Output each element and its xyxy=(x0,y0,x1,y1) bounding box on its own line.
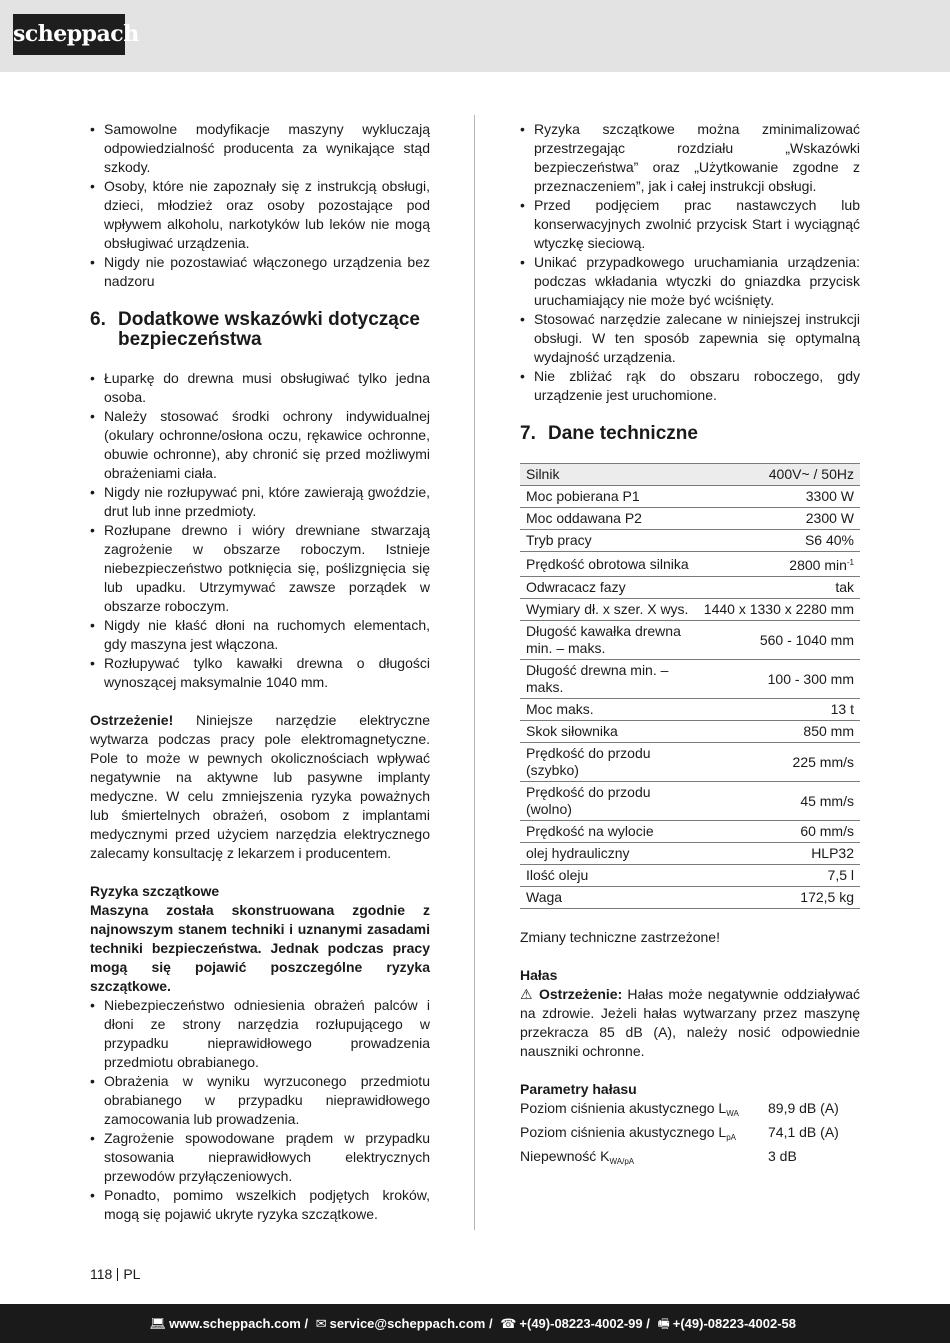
spec-value-text: 172,5 kg xyxy=(800,889,854,905)
page-header xyxy=(0,0,950,72)
spec-value xyxy=(698,599,860,621)
spec-value xyxy=(698,464,860,486)
residual-risks-list xyxy=(90,996,430,1224)
section-title: Dane techniczne xyxy=(548,423,698,444)
param-label-text: Poziom ciśnienia akustycznego L xyxy=(520,1100,727,1116)
list-item: • Przed podjęciem prac nastawczych lub konserwacyjnych zwolnić przycisk Start i wyciągnąć wtyczkę sieciową. xyxy=(520,196,860,253)
spec-label: Skok siłownika xyxy=(520,721,698,743)
list-item: • Nigdy nie kłaść dłoni na ruchomych elementach, gdy maszyna jest włączona. xyxy=(90,616,430,654)
list-item: • Stosować narzędzie zalecane w niniejszej instrukcji obsługi. W ten sposób zapewnia się optymalną wydajność urządzenia. xyxy=(520,310,860,367)
param-label-subscript: WA xyxy=(726,1109,739,1118)
table-row xyxy=(520,743,860,782)
warning-text: Niniejsze narzędzie elektryczne wytwarza podczas pracy pole elektromagnetyczne. Pole to może w pewnych okolicznościach wpływać negatywnie na aktywne lub pasywne implanty medyczne. W celu zmniejszenia ryzyka poważnych lub śmiertelnych obrażeń, osobom z implantami medycznymi przed użyciem narzędzia elektrycznego zalecamy konsultację z lekarzem i producentem. xyxy=(90,712,430,861)
spec-value xyxy=(698,530,860,552)
phone-icon: ☎︎ xyxy=(500,1316,517,1331)
additional-safety-list xyxy=(90,369,430,692)
spec-label: Prędkość na wylocie xyxy=(520,821,698,843)
spec-value xyxy=(698,486,860,508)
computer-icon: 💻︎ xyxy=(149,1316,167,1331)
list-item: • Samowolne modyfikacje maszyny wykluczają odpowiedzialność producenta za wynikające stąd szkody. xyxy=(90,120,430,177)
left-column xyxy=(90,120,430,1224)
spec-label: Długość kawałka drewna min. – maks. xyxy=(520,621,698,660)
spec-value-text: 1440 x 1330 x 2280 mm xyxy=(703,601,854,617)
table-row xyxy=(520,699,860,721)
table-row xyxy=(520,486,860,508)
table-row xyxy=(520,464,860,486)
spec-value-text: 100 - 300 mm xyxy=(767,670,854,687)
spec-label: Odwracacz fazy xyxy=(520,577,698,599)
spec-value xyxy=(698,782,860,821)
website-link[interactable]: www.scheppach.com / xyxy=(169,1316,309,1331)
spec-label: Wymiary dł. x szer. X wys. xyxy=(520,599,698,621)
table-row xyxy=(520,599,860,621)
table-row xyxy=(520,865,860,887)
email-link[interactable]: service@scheppach.com / xyxy=(329,1316,493,1331)
spec-value xyxy=(698,552,860,577)
spec-label: Waga xyxy=(520,887,698,909)
noise-heading: Hałas xyxy=(520,967,558,983)
spec-value-text: 400V~ / 50Hz xyxy=(768,466,854,482)
section-6-heading xyxy=(90,310,430,350)
spec-value xyxy=(698,821,860,843)
technical-data-table xyxy=(520,463,860,909)
spec-value-text: 850 mm xyxy=(803,723,854,739)
section-number: 7. xyxy=(520,423,536,444)
table-row xyxy=(520,530,860,552)
column-divider xyxy=(474,115,475,1230)
list-item: • Należy stosować środki ochrony indywidualnej (okulary ochronne/osłona oczu, rękawice ochronne, obuwie ochronne), aby chronić się przed możliwymi obrażeniami ciała. xyxy=(90,407,430,483)
spec-value xyxy=(698,887,860,909)
param-value: 89,9 dB (A) xyxy=(768,1100,839,1116)
list-item: • Niebezpieczeństwo odniesienia obrażeń palców i dłoni ze strony narzędzia rozłupującego w przypadku nieprawidłowego prowadzenia przedmiotu obrabianego. xyxy=(90,996,430,1072)
section-number: 6. xyxy=(90,309,106,330)
param-label-text: Poziom ciśnienia akustycznego L xyxy=(520,1124,727,1140)
noise-params-heading: Parametry hałasu xyxy=(520,1081,637,1097)
scheppach-logo: scheppach xyxy=(13,14,125,55)
spec-label: Silnik xyxy=(520,464,698,486)
spec-value xyxy=(698,843,860,865)
list-item: • Unikać przypadkowego uruchamiania urządzenia: podczas wkładania wtyczki do gniazdka przycisk uruchamiający nie może być wciśnięty. xyxy=(520,253,860,310)
emf-warning xyxy=(90,711,430,863)
spec-label: Długość drewna min. – maks. xyxy=(520,660,698,699)
list-item: • Ponadto, pomimo wszelkich podjętych kroków, mogą się pojawić ukryte ryzyka szczątkowe. xyxy=(90,1186,430,1224)
spec-value xyxy=(698,699,860,721)
spec-label: Prędkość obrotowa silnika xyxy=(520,552,698,577)
param-label-subscript: WA/pA xyxy=(609,1157,635,1166)
table-row xyxy=(520,721,860,743)
table-row xyxy=(520,660,860,699)
page-footer xyxy=(0,1304,950,1343)
spec-value xyxy=(698,577,860,599)
list-item: • Nie zbliżać rąk do obszaru roboczego, gdy urządzenie jest uruchomione. xyxy=(520,367,860,405)
table-row xyxy=(520,843,860,865)
param-label xyxy=(520,1123,768,1147)
spec-value-text: 45 mm/s xyxy=(800,792,854,809)
spec-value-text: 13 t xyxy=(830,701,854,717)
list-item: • Obrażenia w wyniku wyrzuconego przedmiotu obrabianego w przypadku nieprawidłowego zamocowania lub prowadzenia. xyxy=(90,1072,430,1129)
right-column xyxy=(520,120,860,1171)
noise-warning-text: Hałas może negatywnie oddziaływać na zdrowie. Jeżeli hałas wytwarzany przez maszynę przekracza 85 dB (A), należy nosić odpowiednie nauszniki ochronne. xyxy=(520,986,860,1059)
spec-value-text: 3300 W xyxy=(805,488,854,504)
list-item: • Nigdy nie pozostawiać włączonego urządzenia bez nadzoru xyxy=(90,253,430,291)
page-number xyxy=(90,1265,140,1284)
warning-icon: ⚠ xyxy=(520,986,539,1002)
spec-value-text: 225 mm/s xyxy=(792,753,854,770)
spec-value-text: HLP32 xyxy=(811,845,854,861)
table-row xyxy=(520,552,860,577)
changes-note: Zmiany techniczne zastrzeżone! xyxy=(520,929,720,945)
residual-risk-tips-list xyxy=(520,120,860,405)
spec-label: Ilość oleju xyxy=(520,865,698,887)
list-item: • Rozłupywać tylko kawałki drewna o długości wynoszącej maksymalnie 1040 mm. xyxy=(90,654,430,692)
spec-value xyxy=(698,508,860,530)
phone-number: +(49)-08223-4002-99 / xyxy=(519,1316,650,1331)
residual-risks-intro: Maszyna została skonstruowana zgodnie z najnowszym stanem techniki i uznanymi zasadami techniki bezpieczeństwa. Jednak podczas pracy mogą się pojawić poszczególne ryzyka szczątkowe. xyxy=(90,902,430,994)
spec-value-exponent: -1 xyxy=(846,558,854,567)
list-item: • Nigdy nie rozłupywać pni, które zawierają gwoździe, drut lub inne przedmioty. xyxy=(90,483,430,521)
page-number-value: 118 xyxy=(90,1266,113,1282)
list-item: • Osoby, które nie zapoznały się z instrukcją obsługi, dzieci, młodzież oraz osoby pozostające pod wpływem alkoholu, narkotyków lub leków nie mogą obsługiwać urządzenia. xyxy=(90,177,430,253)
spec-value-text: tak xyxy=(835,579,854,595)
spec-value-text: 2300 W xyxy=(805,510,854,526)
fax-number: +(49)-08223-4002-58 xyxy=(672,1316,796,1331)
spec-value xyxy=(698,660,860,699)
list-item: • Zagrożenie spowodowane prądem w przypadku stosowania nieprawidłowych elektrycznych przewodów przyłączeniowych. xyxy=(90,1129,430,1186)
spec-value xyxy=(698,743,860,782)
spec-value-text: S6 40% xyxy=(804,532,854,548)
list-item: • Rozłupane drewno i wióry drewniane stwarzają zagrożenie w obszarze roboczym. Istnieje niebezpieczeństwo potknięcia się, poślizgnięcia się lub upadku. Utrzymywać zawsze porządek w obszarze roboczym. xyxy=(90,521,430,616)
spec-value-text: 60 mm/s xyxy=(800,823,854,839)
table-row xyxy=(520,821,860,843)
section-title: Dodatkowe wskazówki dotyczące bezpieczeństwa xyxy=(118,309,420,350)
spec-label: Moc pobierana P1 xyxy=(520,486,698,508)
spec-value-text: 7,5 l xyxy=(827,867,854,883)
param-label xyxy=(520,1099,768,1123)
residual-risks-heading: Ryzyka szczątkowe xyxy=(90,883,220,899)
table-row xyxy=(520,577,860,599)
fax-icon: 🖷︎ xyxy=(657,1316,670,1331)
spec-value xyxy=(698,721,860,743)
spec-label: Moc oddawana P2 xyxy=(520,508,698,530)
spec-value xyxy=(698,621,860,660)
mail-icon: ✉︎ xyxy=(315,1316,327,1331)
table-row xyxy=(520,508,860,530)
language-code: PL xyxy=(123,1266,141,1282)
table-row xyxy=(520,887,860,909)
spec-label: Prędkość do przodu (szybko) xyxy=(520,743,698,782)
warning-label: Ostrzeżenie! xyxy=(90,712,174,728)
noise-params-table xyxy=(520,1099,860,1171)
table-row xyxy=(520,782,860,821)
safety-bullet-list xyxy=(90,120,430,291)
spec-label: olej hydrauliczny xyxy=(520,843,698,865)
param-label-subscript: pA xyxy=(726,1133,737,1142)
spec-value-text: 560 - 1040 mm xyxy=(759,631,854,648)
spec-value-text: 2800 min xyxy=(789,557,847,573)
spec-value xyxy=(698,865,860,887)
noise-warning-label: Ostrzeżenie: xyxy=(538,986,623,1002)
list-item: • Ryzyka szczątkowe można zminimalizować przestrzegając rozdziału „Wskazówki bezpieczeństwa” oraz „Użytkowanie zgodne z przeznaczeniem”, jak i całej instrukcji obsługi. xyxy=(520,120,860,196)
param-value: 3 dB xyxy=(768,1148,797,1164)
param-label-text: Niepewność K xyxy=(520,1148,610,1164)
spec-label: Tryb pracy xyxy=(520,530,698,552)
param-label xyxy=(520,1147,768,1171)
table-row xyxy=(520,621,860,660)
noise-warning xyxy=(520,985,860,1061)
spec-label: Prędkość do przodu (wolno) xyxy=(520,782,698,821)
section-7-heading xyxy=(520,424,860,444)
spec-label: Moc maks. xyxy=(520,699,698,721)
param-value: 74,1 dB (A) xyxy=(768,1124,839,1140)
list-item: • Łuparkę do drewna musi obsługiwać tylko jedna osoba. xyxy=(90,369,430,407)
separator xyxy=(117,1268,118,1281)
